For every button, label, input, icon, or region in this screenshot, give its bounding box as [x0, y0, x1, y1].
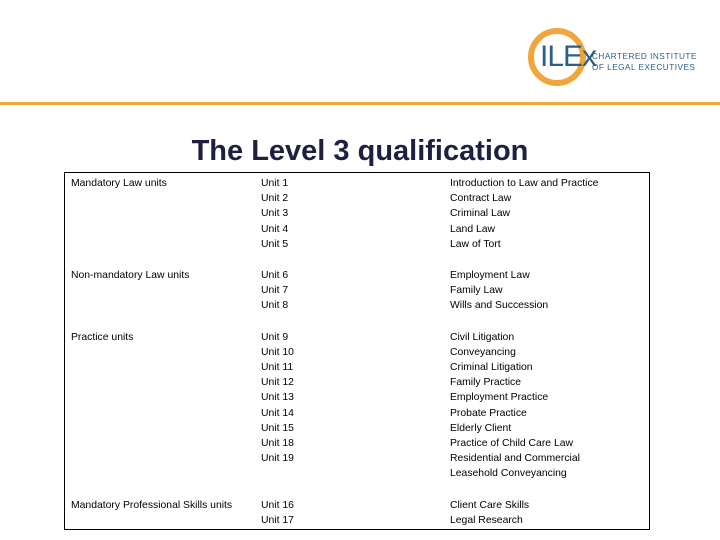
unit-number: Unit 12 [261, 377, 294, 389]
unit-subject: Conveyancing [450, 346, 516, 358]
header-divider [0, 102, 720, 105]
unit-number: Unit 14 [261, 407, 294, 419]
unit-category-cell: Practice units [71, 331, 134, 343]
logo-text-line-1: CHARTERED INSTITUTE [592, 52, 697, 61]
unit-subject: Elderly Client [450, 422, 512, 434]
unit-number: Unit 2 [261, 193, 289, 205]
unit-subject: Employment Practice [450, 392, 549, 404]
unit-subjects-cell [444, 173, 650, 266]
unit-numbers-cell [255, 327, 444, 495]
unit-number: Unit 18 [261, 438, 294, 450]
unit-subject: Probate Practice [450, 407, 527, 419]
unit-subjects-cell [444, 265, 650, 327]
unit-subject: Leasehold Conveyancing [450, 468, 567, 480]
logo-institute-name [592, 51, 697, 73]
unit-subject: Residential and Commercial [450, 453, 580, 465]
unit-number: Unit 3 [261, 208, 289, 220]
unit-number: Unit 8 [261, 300, 289, 312]
unit-number: Unit 10 [261, 346, 294, 358]
qualification-table-body [65, 173, 650, 530]
unit-subject: Criminal Law [450, 208, 511, 220]
table-row [65, 265, 650, 327]
unit-category-cell: Non-mandatory Law units [71, 270, 190, 282]
unit-subject: Legal Research [450, 514, 523, 526]
unit-numbers-cell [255, 495, 444, 530]
unit-subject: Land Law [450, 223, 496, 235]
qualification-table [64, 172, 650, 530]
unit-subject: Wills and Succession [450, 300, 549, 312]
unit-number: Unit 7 [261, 285, 289, 297]
unit-number: Unit 9 [261, 331, 289, 343]
unit-number: Unit 1 [261, 178, 289, 189]
unit-number: Unit 16 [261, 499, 294, 511]
unit-numbers-cell [255, 173, 444, 266]
unit-subject: Family Law [450, 285, 503, 297]
logo-text-line-2: OF LEGAL EXECUTIVES [592, 63, 696, 72]
unit-subject: Family Practice [450, 377, 522, 389]
unit-number: Unit 13 [261, 392, 294, 404]
unit-subject: Practice of Child Care Law [450, 438, 574, 450]
unit-numbers-cell [255, 265, 444, 327]
unit-subject: Contract Law [450, 193, 512, 205]
unit-subject: Introduction to Law and Practice [450, 178, 599, 189]
unit-category-cell: Mandatory Law units [71, 178, 167, 189]
unit-subjects-cell [444, 327, 650, 495]
unit-subjects-cell [444, 495, 650, 530]
unit-subject: Client Care Skills [450, 499, 530, 511]
unit-number: Unit 17 [261, 514, 294, 526]
unit-number: Unit 4 [261, 223, 289, 235]
unit-number: Unit 15 [261, 422, 294, 434]
unit-number: Unit 5 [261, 238, 289, 250]
logo-mark: ILEx [540, 40, 597, 73]
unit-category-cell: Mandatory Professional Skills units [71, 499, 233, 511]
unit-subject: Criminal Litigation [450, 362, 533, 374]
unit-number: Unit 6 [261, 270, 289, 282]
unit-subject: Law of Tort [450, 238, 501, 250]
unit-subject: Employment Law [450, 270, 530, 282]
ilex-logo [528, 28, 708, 98]
unit-number: Unit 11 [261, 362, 294, 374]
table-row [65, 495, 650, 530]
table-row [65, 327, 650, 495]
slide-title: The Level 3 qualification [191, 135, 529, 167]
unit-number: Unit 19 [261, 453, 294, 465]
unit-subject: Civil Litigation [450, 331, 515, 343]
table-row [65, 173, 650, 266]
